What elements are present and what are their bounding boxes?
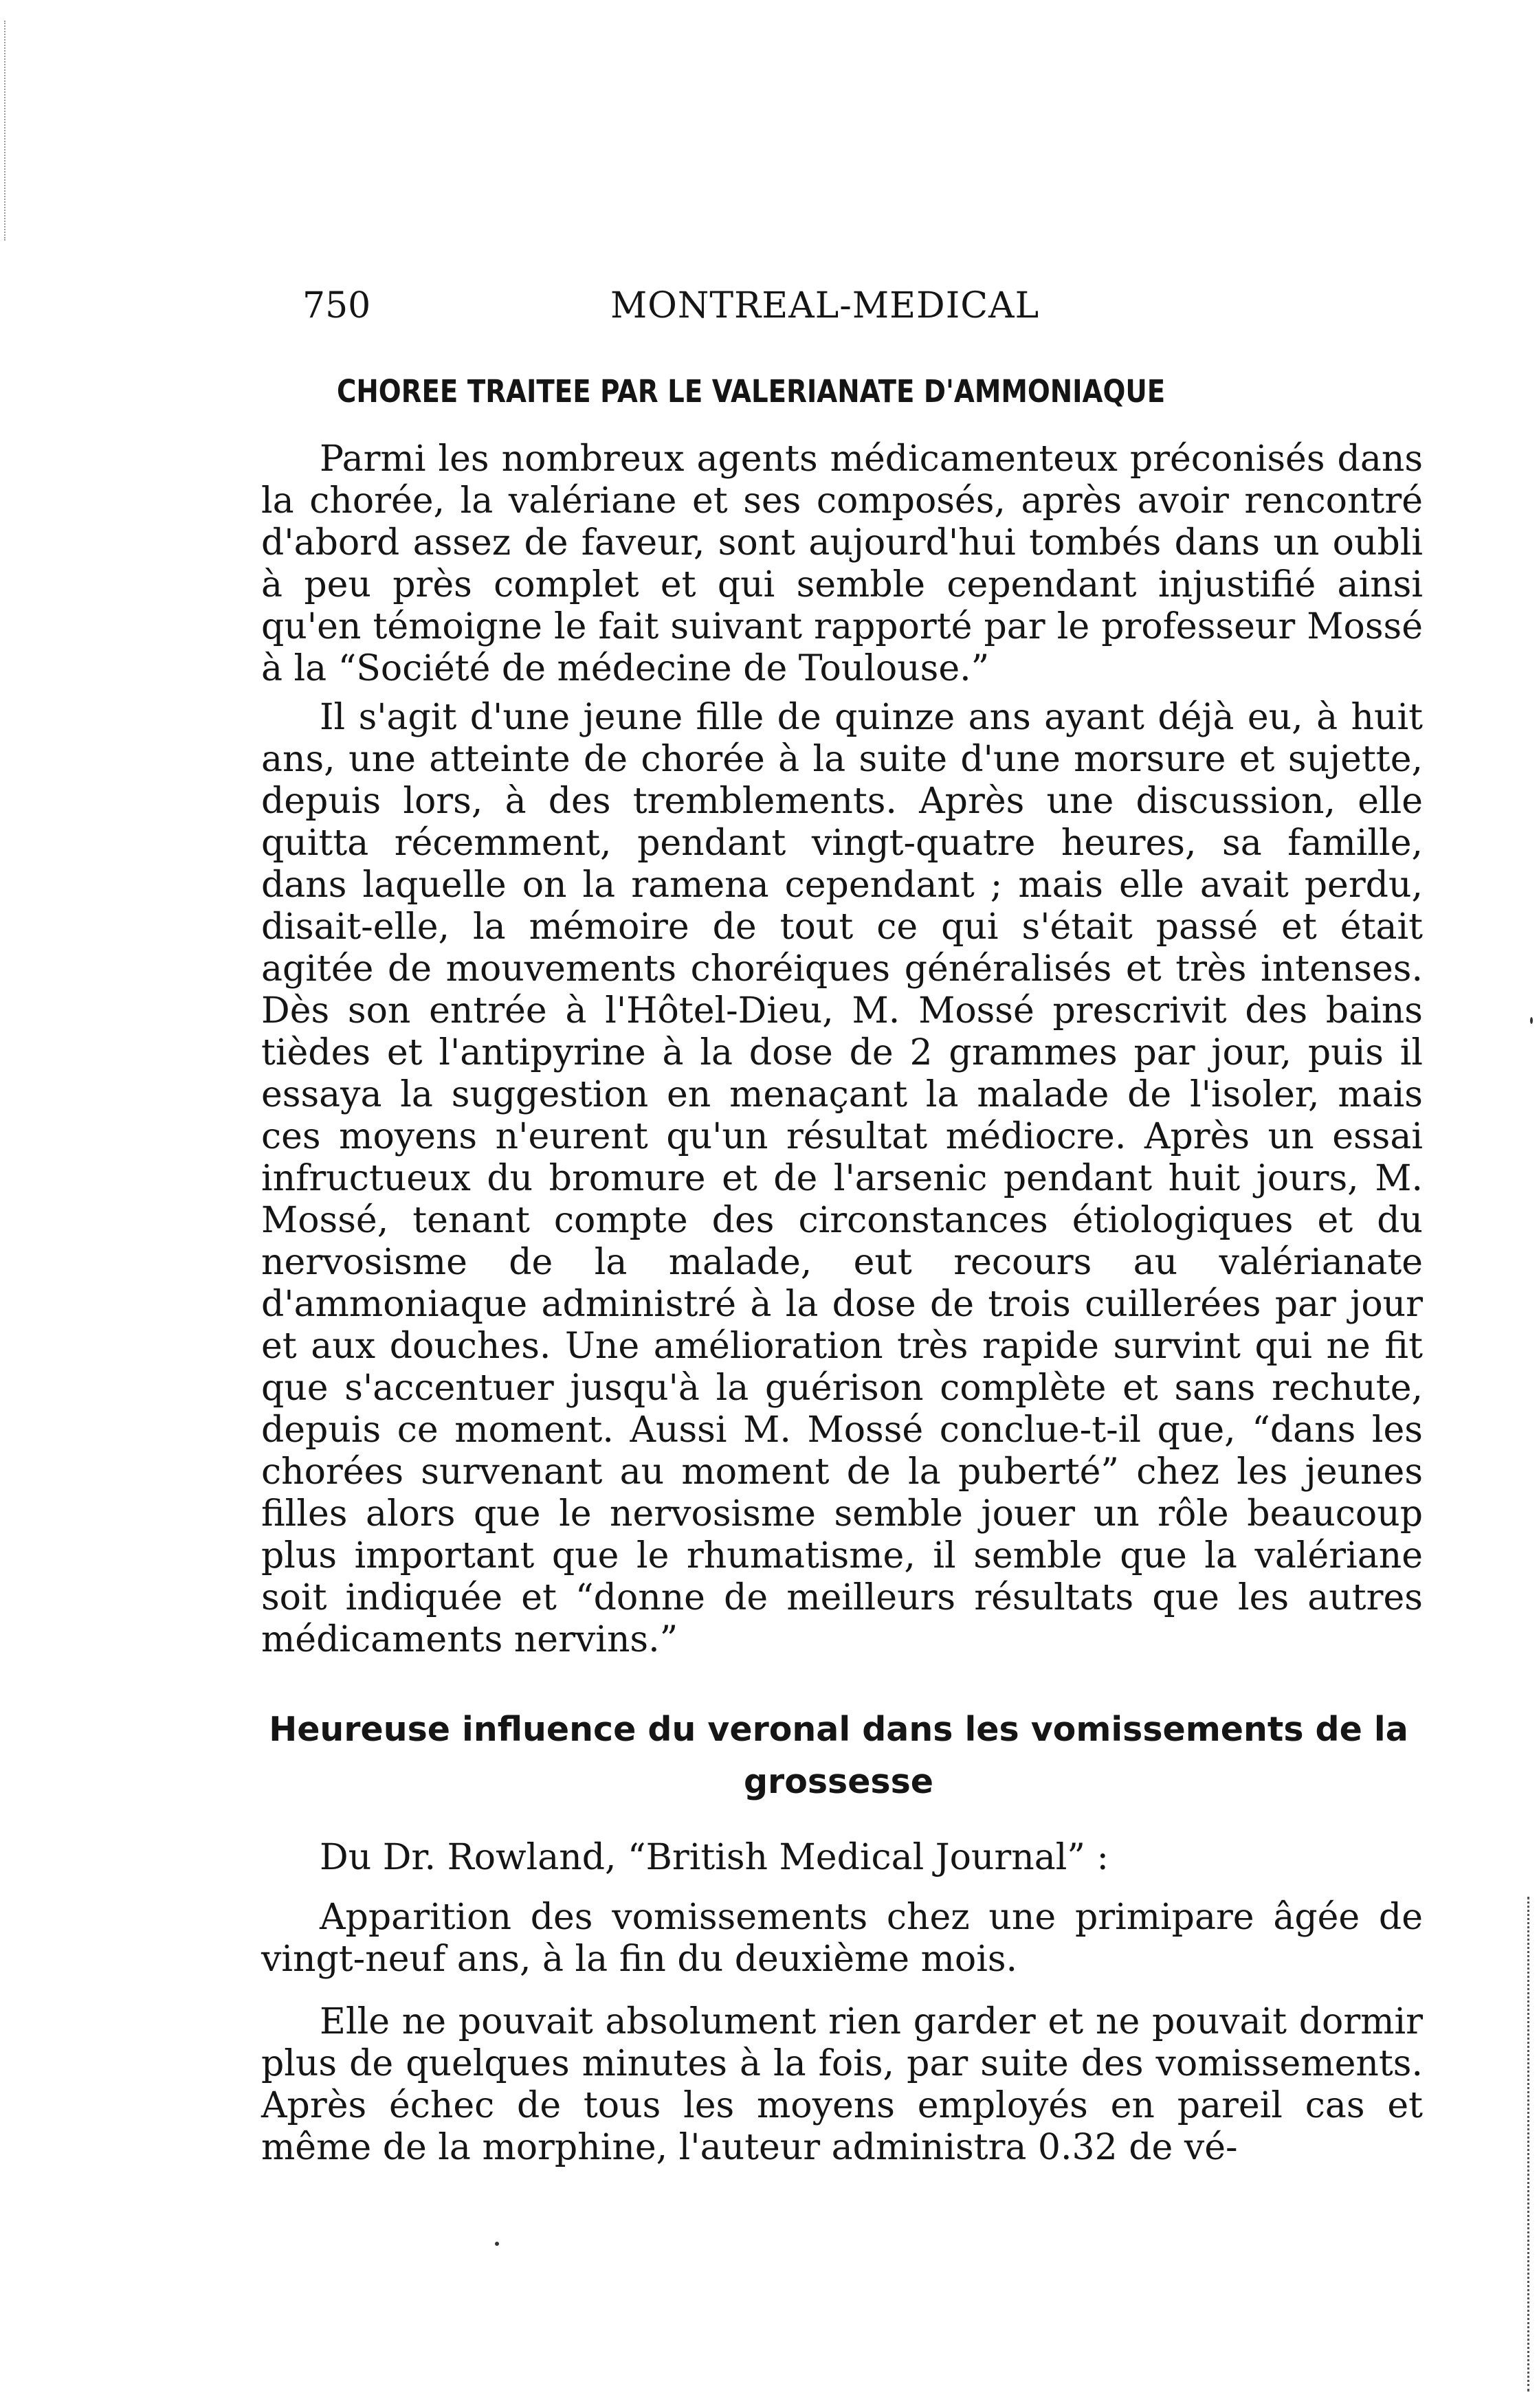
article-paragraph: Elle ne pouvait absolument rien garder et ne pouvait dormir plus de quelques minutes à la fois, par suite des vomissements. Après échec de tous les moyens employés en pareil cas et même de la morphine, l'auteur administra 0.32 de vé-: [261, 2001, 1423, 2168]
article-paragraph: Apparition des vomissements chez une primipare âgée de vingt-neuf ans, à la fin du deuxième mois.: [261, 1897, 1423, 1980]
source-citation: Du Dr. Rowland, “British Medical Journal” :: [320, 1837, 1109, 1878]
scan-edge-right: [1523, 1897, 1529, 2392]
article-title: Heureuse influence du veronal dans les vomissements de la grossesse: [269, 1710, 1408, 1801]
article-paragraph: Il s'agit d'une jeune fille de quinze ans ayant déjà eu, à huit ans, une atteinte de chorée à la suite d'une morsure et sujette, depuis lors, à des tremblements. Après une discussion, elle quitta récemment, pendant vingt-quatre heures, sa famille, dans laquelle on la ramena cependant ; mais elle avait perdu, disait-elle, la mémoire de tout ce qui s'était passé et était agitée de mouvements choréiques généralisés et très intenses. Dès son entrée à l'Hôtel-Dieu, M. Mossé prescrivit des bains tièdes et l'antipyrine à la dose de 2 grammes par jour, puis il essaya la suggestion en menaçant la malade de l'isoler, mais ces moyens n'eurent qu'un résultat médiocre. Après un essai infructueux du bromure et de l'arsenic pendant huit jours, M. Mossé, tenant compte des circonstances étiologiques et du nervosisme de la malade, eut recours au valérianate d'ammoniaque administré à la dose de trois cuillerées par jour et aux douches. Une amélioration très rapide survint qui ne fit que s'accentuer jusqu'à la guérison complète et sans rechute, depuis ce moment. Aussi M. Mossé conclue-t-il que, “dans les chorées survenant au moment de la puberté” chez les jeunes filles alors que le nervosisme semble jouer un rôle beaucoup plus important que le rhumatisme, il semble que la valériane soit indiquée et “donne de meilleurs résultats que les autres médicaments nervins.”: [261, 697, 1423, 1660]
journal-title: MONTREAL-MEDICAL: [610, 285, 1040, 326]
scan-speck: [495, 2242, 499, 2246]
scan-edge-left: [4, 21, 10, 241]
article-title: CHOREE TRAITEE PAR LE VALERIANATE D'AMMONIAQUE: [337, 373, 1166, 410]
book-page: [261, 282, 1430, 2169]
scan-speck: [1530, 1017, 1533, 1024]
running-head: [261, 282, 1430, 330]
article-paragraph: Parmi les nombreux agents médicamenteux préconisés dans la chorée, la valériane et ses composés, après avoir rencontré d'abord assez de faveur, sont aujourd'hui tombés dans un oubli à peu près complet et qui semble cependant injustifié ainsi qu'en témoigne le fait suivant rapporté par le professeur Mossé à la “Société de médecine de Toulouse.”: [261, 438, 1423, 689]
page-number: 750: [302, 285, 371, 326]
